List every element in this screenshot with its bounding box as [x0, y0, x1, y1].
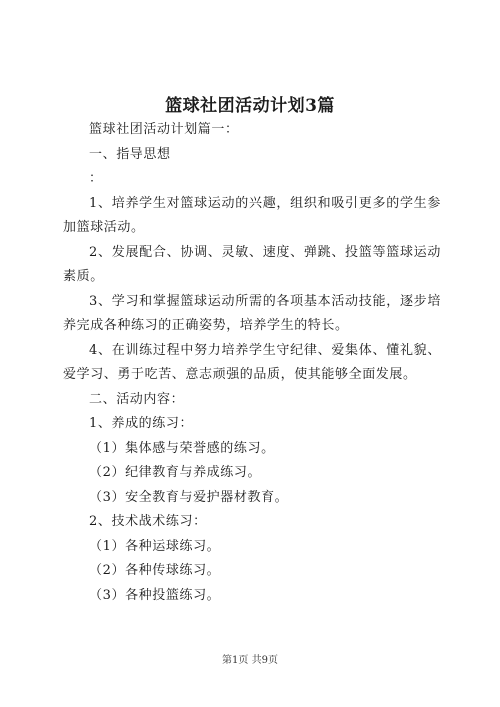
paragraph-item-3: 3、学习和掌握篮球运动所需的各项基本活动技能，逐步培养完成各种练习的正确姿势，培养学生的特长。 [63, 293, 441, 333]
heading-activity-content: 二、活动内容： [89, 391, 185, 407]
document-title: 篮球社团活动计划3篇 [165, 96, 335, 116]
paragraph-colon: ： [89, 171, 103, 186]
list-item: （1）集体感与荣誉感的练习。 [89, 440, 275, 456]
paragraph-item-1: 1、培养学生对篮球运动的兴趣，组织和吸引更多的学生参加篮球活动。 [63, 195, 441, 235]
subheading-technique-practice: 2、技术战术练习： [89, 514, 207, 529]
list-item: （3）各种投篮练习。 [89, 587, 221, 603]
heading-guiding-ideology: 一、指导思想 [89, 146, 171, 162]
paragraph-item-2: 2、发展配合、协调、灵敏、速度、弹跳、投篮等篮球运动素质。 [63, 244, 441, 284]
paragraph-item-4: 4、在训练过程中努力培养学生守纪律、爱集体、懂礼貌、爱学习、勇于吃苦、意志顽强的品质，使其能够全面发展。 [63, 342, 441, 382]
page-footer: 第1页 共9页 [222, 655, 278, 666]
subheading-habit-practice: 1、养成的练习： [89, 416, 194, 431]
list-item: （2）各种传球练习。 [89, 563, 221, 578]
paragraph-section-intro: 篮球社团活动计划篇一： [89, 122, 239, 137]
list-item: （2）纪律教育与养成练习。 [89, 465, 262, 480]
list-item: （3）安全教育与爱护器材教育。 [89, 489, 289, 505]
list-item: （1）各种运球练习。 [89, 538, 221, 554]
document-body [63, 118, 441, 608]
